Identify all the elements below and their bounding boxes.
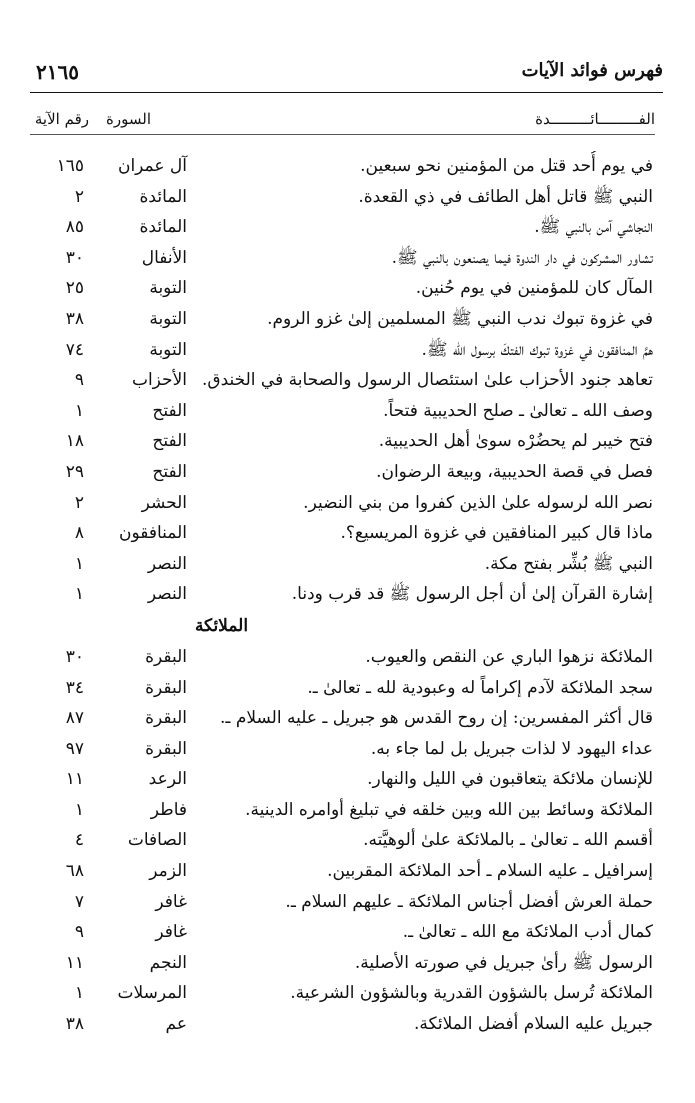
faida-text: النبي ﷺ قاتل أهل الطائف في ذي القعدة. <box>358 186 653 207</box>
index-row <box>30 642 653 673</box>
index-row <box>30 549 653 580</box>
faida-text: الملائكة نزهوا الباري عن النقص والعيوب. <box>365 646 653 667</box>
index-row <box>30 887 653 918</box>
faida-text: الملائكة تُرسل بالشؤون القدرية وبالشؤون الشرعية. <box>290 983 653 1004</box>
section-heading: الملائكة <box>194 615 249 636</box>
ayah-number: ١ <box>74 799 84 820</box>
faida-text: إسرافيل ـ عليه السلام ـ أحد الملائكة المقربين. <box>327 861 653 882</box>
sura-name: المرسلات <box>117 983 187 1004</box>
ayah-number: ٨ <box>74 523 84 544</box>
faida-text: عداء اليهود لا لذات جبريل بل لما جاء به. <box>370 738 653 759</box>
faida-text: حملة العرش أفضل أجناس الملائكة ـ عليهم السلام ـ. <box>285 891 653 912</box>
index-row <box>30 273 653 304</box>
ayah-number: ٣٨ <box>65 1014 84 1035</box>
sura-name: الفتح <box>152 400 187 421</box>
ayah-number: ٣٠ <box>65 646 84 667</box>
sura-name: الأحزاب <box>131 370 187 391</box>
index-row <box>30 795 653 826</box>
index-table <box>30 151 653 1040</box>
column-header-faida: الفـــــــــائـــــــــدة <box>535 110 655 128</box>
faida-text: سجد الملائكة لآدم إكراماً له وعبودية لله ـ تعالىٰ ـ. <box>307 677 653 698</box>
sura-name: التوبة <box>149 339 187 360</box>
faida-text: للإنسان ملائكة يتعاقبون في الليل والنهار. <box>367 769 653 790</box>
index-row <box>30 1009 653 1040</box>
sura-name: الفتح <box>152 461 187 482</box>
ayah-number: ٦٨ <box>65 861 84 882</box>
ayah-number: ٢٥ <box>65 278 84 299</box>
index-row <box>30 426 653 457</box>
ayah-number: ٨٥ <box>65 217 84 238</box>
index-row <box>30 764 653 795</box>
sura-name: النصر <box>147 584 187 605</box>
index-row <box>30 825 653 856</box>
ayah-number: ٤ <box>74 830 84 851</box>
page-header <box>30 58 663 90</box>
ayah-number: ٣٤ <box>65 677 84 698</box>
page-number: ٢١٦٥ <box>36 60 79 84</box>
ayah-number: ٣٨ <box>65 308 84 329</box>
running-title: فهرس فوائد الآيات <box>521 60 663 81</box>
sura-name: الحشر <box>141 492 187 513</box>
sura-name: البقرة <box>145 708 187 729</box>
ayah-number: ١ <box>74 584 84 605</box>
index-row <box>30 335 653 366</box>
index-row <box>30 457 653 488</box>
ayah-number: ١١ <box>65 952 84 973</box>
faida-text: في غزوة تبوك ندب النبي ﷺ المسلمين إلىٰ غزو الروم. <box>267 308 653 329</box>
ayah-number: ٢ <box>74 186 84 207</box>
faida-text: إشارة القرآن إلىٰ أن أجل الرسول ﷺ قد قرب ودنا. <box>291 584 653 605</box>
sura-name: المائدة <box>139 186 187 207</box>
index-row <box>30 243 653 274</box>
ayah-number: ٧٤ <box>65 339 84 360</box>
sura-name: البقرة <box>145 646 187 667</box>
faida-text: وصف الله ـ تعالىٰ ـ صلح الحديبية فتحاً. <box>383 400 653 421</box>
header-rule <box>30 92 663 93</box>
sura-name: الفتح <box>152 431 187 452</box>
faida-text: في يوم أُحد قتل من المؤمنين نحو سبعين. <box>360 156 653 176</box>
faida-text: قال أكثر المفسرين: إن روح القدس هو جبريل ـ عليه السلام ـ. <box>220 708 653 729</box>
ayah-number: ٨٧ <box>65 708 84 729</box>
index-row <box>30 304 653 335</box>
sura-name: الزمر <box>149 861 187 882</box>
sura-name: الأنفال <box>141 247 187 268</box>
sura-name: النصر <box>147 553 187 574</box>
index-row <box>30 856 653 887</box>
ayah-number: ٢٩ <box>65 461 84 482</box>
ayah-number: ١ <box>74 983 84 1004</box>
ayah-number: ١ <box>74 553 84 574</box>
index-row <box>30 365 653 396</box>
column-header-ayah: رقم الآية <box>34 110 89 128</box>
ayah-number: ١ <box>74 400 84 421</box>
sura-name: عم <box>165 1014 187 1035</box>
sura-name: فاطر <box>150 799 187 820</box>
sura-name: البقرة <box>145 738 187 759</box>
sura-name: التوبة <box>149 308 187 329</box>
ayah-number: ٩ <box>74 370 84 391</box>
faida-text: أقسم الله ـ تعالىٰ ـ بالملائكة علىٰ ألوهيَّته. <box>363 830 653 851</box>
sura-name: النجم <box>149 952 187 973</box>
faida-text: فصل في قصة الحديبية، وبيعة الرضوان. <box>376 461 653 482</box>
ayah-number: ٣٠ <box>65 247 84 268</box>
ayah-number: ١٦٥ <box>56 156 84 176</box>
sura-name: الرعد <box>148 769 187 790</box>
index-row <box>30 948 653 979</box>
faida-text: تشاور المشركون في دار الندوة فيما يصنعون بالنبي ﷺ. <box>391 247 653 268</box>
sura-name: الصافات <box>127 830 187 851</box>
index-row <box>30 488 653 519</box>
sura-name: المنافقون <box>118 523 187 544</box>
ayah-number: ٧ <box>74 891 84 912</box>
faida-text: الرسول ﷺ رأىٰ جبريل في صورته الأصلية. <box>354 952 653 973</box>
faida-text: النجاشي آمن بالنبي ﷺ. <box>534 217 653 238</box>
column-headers <box>30 110 655 134</box>
ayah-number: ٩٧ <box>65 738 84 759</box>
sura-name: آل عمران <box>117 156 187 176</box>
ayah-number: ١٨ <box>65 431 84 452</box>
index-row <box>30 518 653 549</box>
index-row <box>30 182 653 213</box>
faida-text: نصر الله لرسوله علىٰ الذين كفروا من بني النضير. <box>303 492 653 513</box>
faida-text: ماذا قال كبير المنافقين في غزوة المريسيع؟. <box>340 523 653 544</box>
faida-text: فتح خيبر لم يحضُرْه سوىٰ أهل الحديبية. <box>378 431 653 452</box>
ayah-number: ١١ <box>65 769 84 790</box>
ayah-number: ٢ <box>74 492 84 513</box>
sura-name: غافر <box>155 922 187 943</box>
ayah-number: ٩ <box>74 922 84 943</box>
index-row <box>30 151 653 182</box>
index-row <box>30 673 653 704</box>
index-row <box>30 703 653 734</box>
faida-text: الملائكة وسائط بين الله وبين خلقه في تبليغ أوامره الدينية. <box>245 799 653 820</box>
sura-name: التوبة <box>149 278 187 299</box>
index-row <box>30 579 653 610</box>
index-row <box>30 212 653 243</box>
sura-name: البقرة <box>145 677 187 698</box>
column-header-sura: السورة <box>106 110 151 128</box>
index-row <box>30 917 653 948</box>
faida-text: جبريل عليه السلام أفضل الملائكة. <box>414 1014 653 1035</box>
sura-name: المائدة <box>139 217 187 238</box>
column-header-rule <box>30 134 655 135</box>
faida-text: كمال أدب الملائكة مع الله ـ تعالىٰ ـ. <box>402 922 653 943</box>
sura-name: غافر <box>155 891 187 912</box>
index-row <box>30 396 653 427</box>
faida-text: المآل كان للمؤمنين في يوم حُنين. <box>415 278 653 299</box>
faida-text: همَّ المنافقون في غزوة تبوك الفتكَ برسول الله ﷺ. <box>421 339 653 360</box>
index-row <box>30 978 653 1009</box>
index-row <box>30 734 653 765</box>
faida-text: النبي ﷺ بُشِّر بفتح مكة. <box>484 553 653 574</box>
faida-text: تعاهد جنود الأحزاب علىٰ استئصال الرسول والصحابة في الخندق. <box>201 370 653 391</box>
